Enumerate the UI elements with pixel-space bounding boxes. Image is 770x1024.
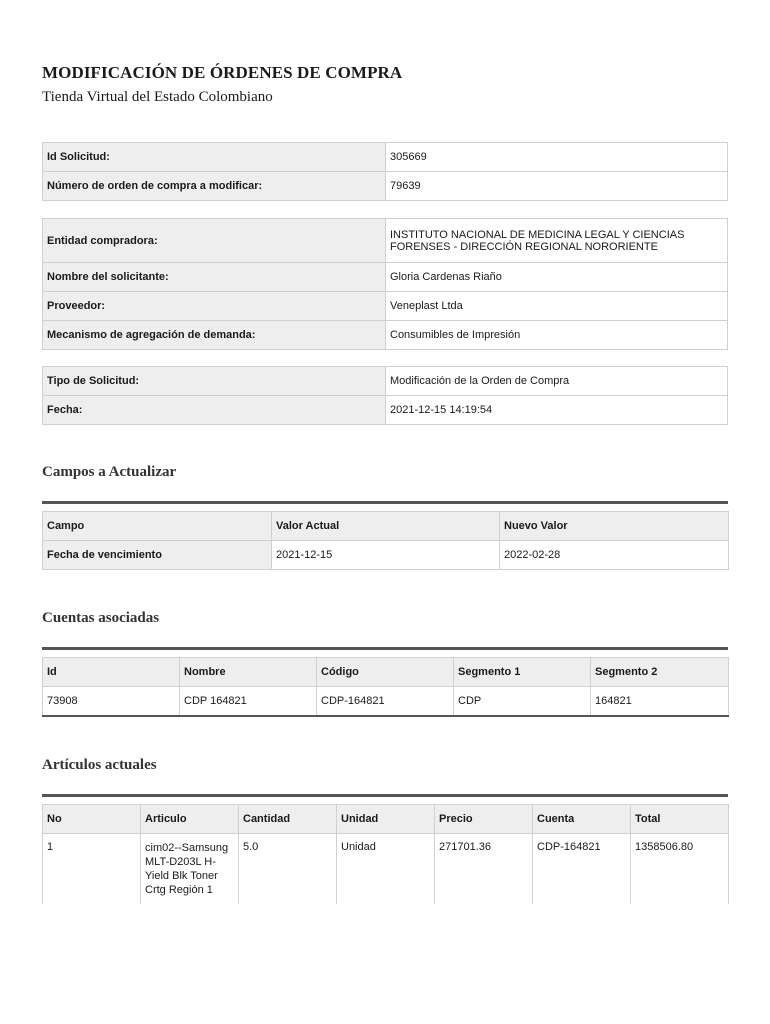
entidad-table — [42, 218, 728, 350]
entidad-label: Entidad compradora: — [43, 219, 386, 263]
cuentas-header-nombre: Nombre — [180, 658, 317, 687]
campos-rule — [42, 501, 728, 504]
cuentas-header-row — [43, 658, 729, 687]
cuenta-codigo-cell: CDP-164821 — [317, 687, 454, 717]
row-proveedor — [43, 292, 728, 321]
tipo-value: Modificación de la Orden de Compra — [386, 367, 728, 396]
articulos-header-row — [43, 805, 729, 834]
campos-header-row — [43, 512, 729, 541]
cuentas-section-title: Cuentas asociadas — [42, 610, 160, 626]
articulo-nombre-cell: cim02--Samsung MLT-D203L H-Yield Blk Toner Crtg Región 1 — [141, 834, 239, 904]
solicitante-value: Gloria Cardenas Riaño — [386, 263, 728, 292]
orden-label: Número de orden de compra a modificar: — [43, 172, 386, 201]
articulos-header-precio: Precio — [435, 805, 533, 834]
articulos-header-no: No — [43, 805, 141, 834]
cuentas-header-id: Id — [43, 658, 180, 687]
id-solicitud-label: Id Solicitud: — [43, 143, 386, 172]
tipo-label: Tipo de Solicitud: — [43, 367, 386, 396]
row-entidad — [43, 219, 728, 263]
mecanismo-label: Mecanismo de agregación de demanda: — [43, 321, 386, 350]
articulos-rule — [42, 794, 728, 797]
articulo-total-cell: 1358506.80 — [631, 834, 729, 904]
nuevo-valor-cell: 2022-02-28 — [500, 541, 729, 570]
row-id-solicitud — [43, 143, 728, 172]
entidad-value: INSTITUTO NACIONAL DE MEDICINA LEGAL Y CIENCIAS FORENSES - DIRECCIÓN REGIONAL NORORIENTE — [386, 219, 728, 263]
orden-value: 79639 — [386, 172, 728, 201]
articulo-no-cell: 1 — [43, 834, 141, 904]
row-fecha — [43, 396, 728, 425]
articulo-cantidad-cell: 5.0 — [239, 834, 337, 904]
articulos-header-cantidad: Cantidad — [239, 805, 337, 834]
proveedor-value: Veneplast Ltda — [386, 292, 728, 321]
row-mecanismo — [43, 321, 728, 350]
cuenta-nombre-cell: CDP 164821 — [180, 687, 317, 717]
articulo-unidad-cell: Unidad — [337, 834, 435, 904]
table-row — [43, 541, 729, 570]
document-title: MODIFICACIÓN DE ÓRDENES DE COMPRA — [42, 63, 403, 82]
cuenta-segmento1-cell: CDP — [454, 687, 591, 717]
articulos-table — [42, 804, 729, 904]
table-row — [43, 834, 729, 904]
row-solicitante — [43, 263, 728, 292]
cuentas-header-segmento2: Segmento 2 — [591, 658, 729, 687]
row-orden — [43, 172, 728, 201]
campos-section-title: Campos a Actualizar — [42, 464, 177, 480]
proveedor-label: Proveedor: — [43, 292, 386, 321]
articulos-header-articulo: Articulo — [141, 805, 239, 834]
articulo-precio-cell: 271701.36 — [435, 834, 533, 904]
campo-cell: Fecha de vencimiento — [43, 541, 272, 570]
solicitante-label: Nombre del solicitante: — [43, 263, 386, 292]
articulos-section-title: Artículos actuales — [42, 757, 157, 773]
articulo-cuenta-cell: CDP-164821 — [533, 834, 631, 904]
fecha-label: Fecha: — [43, 396, 386, 425]
campos-header-actual: Valor Actual — [272, 512, 500, 541]
campos-header-campo: Campo — [43, 512, 272, 541]
campos-table — [42, 511, 729, 570]
cuenta-segmento2-cell: 164821 — [591, 687, 729, 717]
cuentas-header-codigo: Código — [317, 658, 454, 687]
cuentas-header-segmento1: Segmento 1 — [454, 658, 591, 687]
articulos-header-unidad: Unidad — [337, 805, 435, 834]
valor-actual-cell: 2021-12-15 — [272, 541, 500, 570]
solicitud-table — [42, 142, 728, 201]
campos-header-nuevo: Nuevo Valor — [500, 512, 729, 541]
cuentas-rule — [42, 647, 728, 650]
articulos-header-cuenta: Cuenta — [533, 805, 631, 834]
cuenta-id-cell: 73908 — [43, 687, 180, 717]
id-solicitud-value: 305669 — [386, 143, 728, 172]
mecanismo-value: Consumibles de Impresión — [386, 321, 728, 350]
document-subtitle: Tienda Virtual del Estado Colombiano — [42, 89, 273, 105]
row-tipo — [43, 367, 728, 396]
table-row — [43, 687, 729, 717]
articulos-header-total: Total — [631, 805, 729, 834]
fecha-value: 2021-12-15 14:19:54 — [386, 396, 728, 425]
cuentas-table — [42, 657, 729, 717]
tipo-table — [42, 366, 728, 425]
